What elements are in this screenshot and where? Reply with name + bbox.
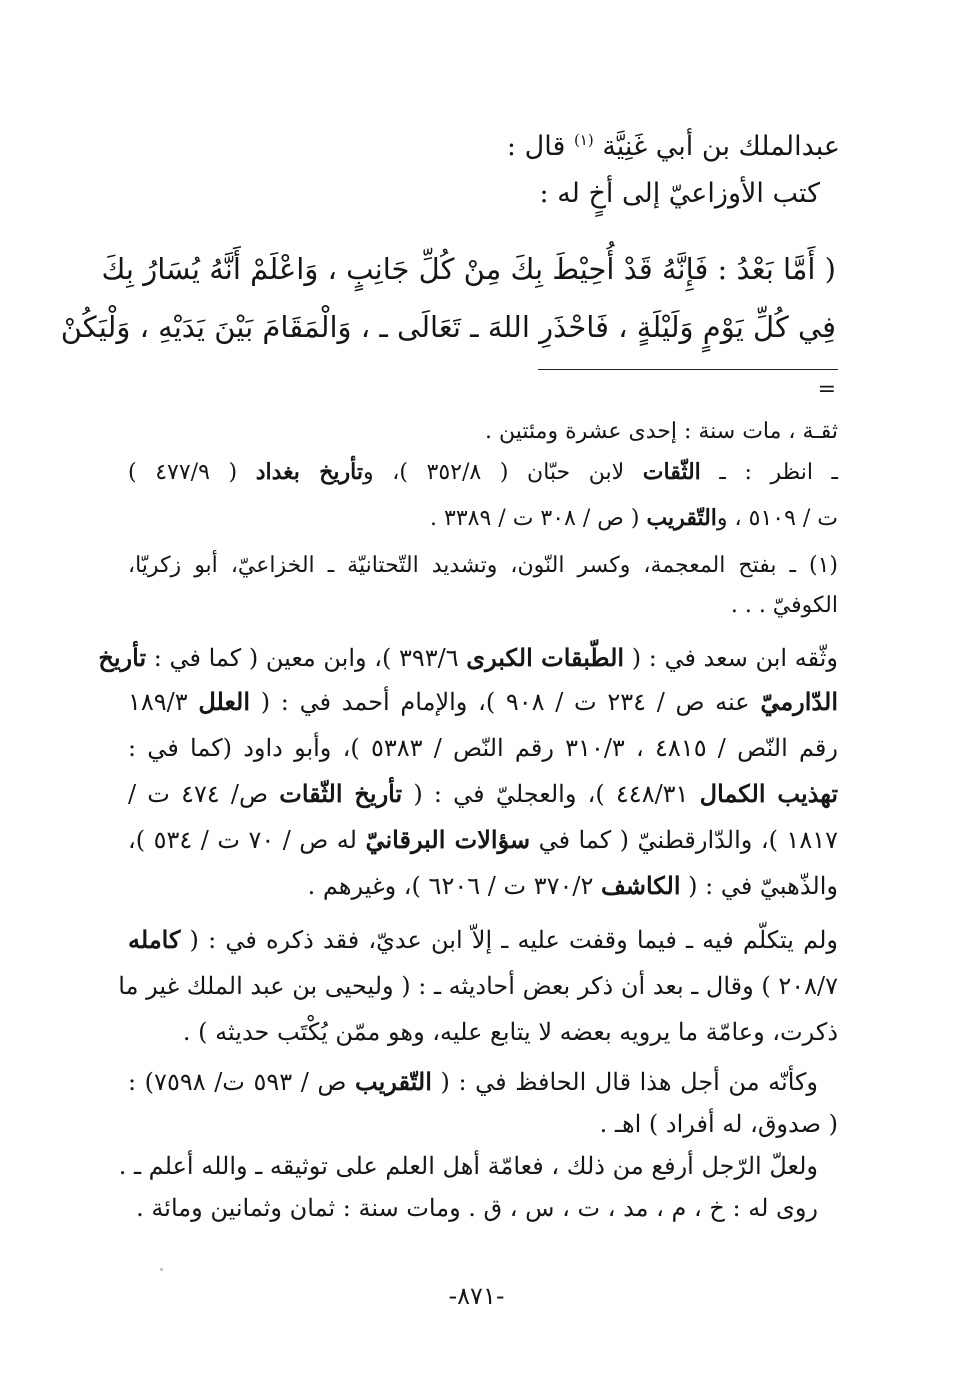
bio-line-8: ٢٠٨/٧ ) وقال ـ بعد أن ذكر بعض أحاديثه ـ : ( وليحيى بن عبد الملك غير ما	[118, 972, 838, 1000]
text: عنه ص / ٢٣٤ ت / ٩٠٨ )، والإمام أحمد في : (	[250, 688, 761, 716]
source-ilal: العلل	[198, 687, 251, 716]
source-ref: لابن حبّان ( ٣٥٢/٨ )، و	[362, 460, 643, 485]
narrator-said: قال :	[506, 131, 574, 162]
footnote-ref-1: (١)	[573, 131, 594, 149]
source-taqrib: التّقريب	[646, 505, 717, 531]
bio-line-2	[128, 682, 838, 722]
source-kamil: كامله	[128, 925, 181, 954]
text: ١٨١٧ )، والدّارقطنيّ ( كما في	[530, 826, 838, 854]
text: ٣٧٠/٢ ت / ٦٢٠٦ )، وغيرهم .	[307, 872, 601, 900]
source-tahdhib: تهذيب الكمال	[699, 779, 838, 808]
text: وكأنّه من أجل هذا قال الحافظ في : (	[431, 1068, 819, 1096]
see-label: ـ انظر : ـ	[700, 460, 838, 485]
footnote-1-line-1: (١) ـ بفتح المعجمة، وكسر النّون، وتشديد التّحتانيّة ـ الخزاعيّ، أبو زكريّا،	[128, 553, 838, 578]
narrator-name: عبدالملك بن أبي غَنِيَّة	[602, 131, 840, 162]
source-tarikh: تأريخ	[98, 643, 147, 672]
source-ref: ( ص / ٣٠٨ ت / ٣٣٨٩ .	[430, 506, 647, 531]
text: وثّقه ابن سعد في : (	[624, 644, 838, 672]
bio-line-3: رقم النّص / ٤٨١٥ ، ٣١٠/٣ رقم النّص / ٥٣٨٣ )، وأبو داود (كما في :	[128, 734, 838, 762]
continuation-mark: =	[817, 377, 836, 402]
bio-line-13: روى له : خ ، م ، مد ، ت ، س ، ق . ومات سنة : ثمان وثمانين ومائة .	[136, 1194, 818, 1222]
speck	[160, 1268, 163, 1271]
bio-line-12: ولعلّ الرّجل أرفع من ذلك ، فعامّة أهل العلم على توثيقه ـ والله أعلم ـ .	[118, 1152, 818, 1180]
heading-letter: كتب الأوزاعيّ إلى أخٍ له :	[539, 178, 820, 209]
text: ٣٩٣/٦ )، وابن معين ( كما في :	[146, 644, 467, 672]
text: والذّهبيّ في : (	[680, 872, 838, 900]
source-darimi: الدّارميّ	[760, 687, 839, 716]
source-kashif: الكاشف	[600, 871, 681, 900]
text: ١٨٩/٣	[128, 688, 199, 716]
bio-line-4	[128, 774, 838, 814]
bio-line-11: ( صدوق، له أفراد ) اهـ .	[599, 1110, 838, 1138]
bio-line-9: ذكرت، وعامّة ما يرويه بعضه لا يتابع عليه، وهو ممّن يُكْتَب حديثه ) .	[182, 1018, 838, 1046]
bio-line-6	[300, 866, 838, 906]
bio-line-7	[128, 920, 838, 960]
footnote-1-line-2: الكوفيّ . . .	[730, 593, 838, 618]
footnote-separator	[538, 369, 838, 370]
heading-narrator	[300, 118, 840, 169]
source-ref: ت / ٥١٠٩ ، و	[716, 506, 838, 531]
text: ص/ ٤٧٤ ت /	[128, 780, 280, 808]
text: ولم يتكلّم فيه ـ فيما وقفت عليه ـ إلاّ ابن عديّ، فقد ذكره في : (	[180, 926, 838, 954]
footnote-see-line-2	[330, 500, 838, 537]
source-suallat: سؤالات البرقانيّ	[365, 825, 531, 854]
source-tarikh-baghdad: تأريخ بغداد	[255, 459, 363, 485]
text: ص / ٥٩٣ ت/ ٧٥٩٨) :	[128, 1068, 356, 1096]
quote-line-2: فِي كُلِّ يَوْمٍ وَلَيْلَةٍ ، فَاحْذَرِ اللهَ ـ تَعَالَى ـ ، وَالْمَقَامَ بَيْنَ يَدَيْهِ ، وَلْيَكُنْ	[60, 310, 836, 344]
text: له ص / ٧٠ ت / ٥٣٤ )،	[128, 826, 366, 854]
text: ٤٤٨/٣١ )، والعجليّ في : (	[402, 780, 700, 808]
footnote-see-line-1	[128, 454, 838, 491]
source-taqrib: التّقريب	[355, 1067, 432, 1096]
page-number: -٨٧١-	[448, 1282, 505, 1310]
bio-line-10	[128, 1062, 818, 1102]
source-ref: ( ٤٧٧/٩ )	[128, 460, 256, 485]
quote-line-1: ( أَمَّا بَعْدُ : فَإِنَّهُ قَدْ أُحِيْطَ بِكَ مِنْ كُلِّ جَانِبٍ ، وَاعْلَمْ أَنَّهُ يُسَارُ بِكَ	[101, 252, 836, 286]
bio-line-1	[98, 638, 838, 678]
source-tabaqat: الطّبقات الكبرى	[466, 643, 625, 672]
bio-line-5	[128, 820, 838, 860]
footnote-prev-tail: ثقـة ، مات سنة : إحدى عشرة ومئتين .	[485, 419, 838, 444]
source-tarikh-thiqat: تأريخ الثّقات	[279, 779, 403, 808]
source-thiqat: الثّقات	[642, 459, 701, 485]
